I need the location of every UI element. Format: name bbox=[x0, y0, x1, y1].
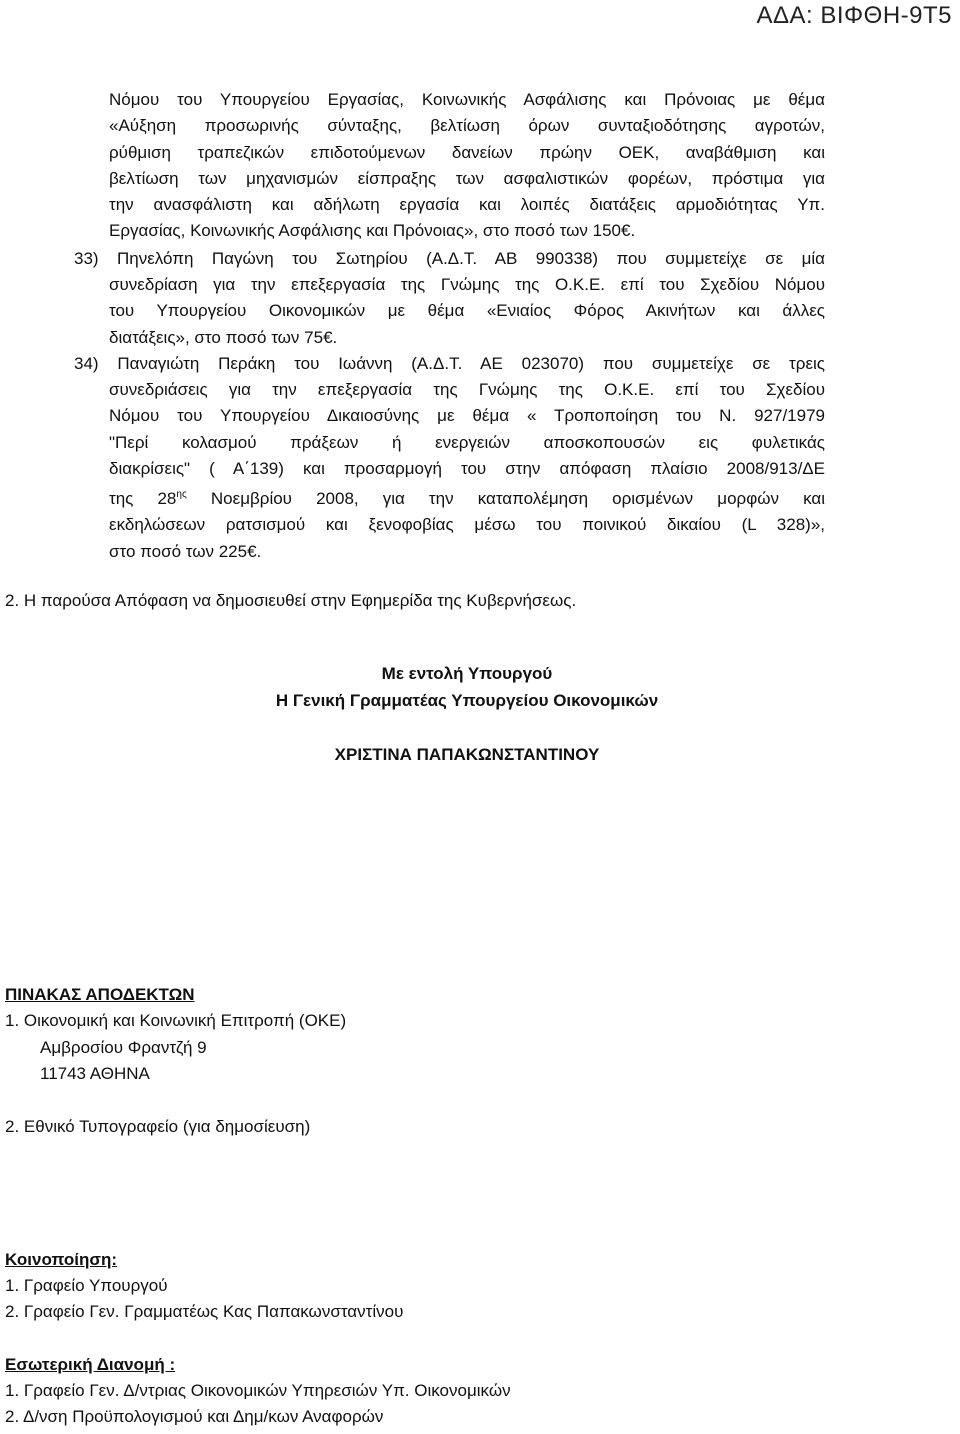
text-line: στο ποσό των 225€. bbox=[109, 541, 262, 561]
text-line: την ανασφάλιστη και αδήλωτη εργασία και λοιπές διατάξεις αρμοδιότητας Υπ. bbox=[109, 195, 825, 215]
item-33 bbox=[74, 246, 825, 272]
text-line: του Υπουργείου Οικονομικών με θέμα «Ενιαίος Φόρος Ακινήτων και άλλες bbox=[109, 301, 825, 321]
document-code: ΑΔΑ: ΒΙΦΘΗ-9Τ5 bbox=[756, 2, 952, 29]
text-line: "Περί κολασμού πράξεων ή ενεργειών αποσκοπουσών εις φυλετικάς bbox=[109, 432, 825, 452]
item-34-first-line: 34) Παναγιώτη Περάκη του Ιωάννη (Α.Δ.Τ. ΑΕ 023070) που συμμετείχε σε τρεις bbox=[74, 354, 825, 373]
recipient-address: Αμβροσίου Φραντζή 9 bbox=[40, 1038, 207, 1057]
item-continuation bbox=[109, 87, 825, 245]
signature-mandate: Με εντολή Υπουργού bbox=[381, 664, 553, 683]
item-34-body bbox=[109, 377, 825, 565]
recipient-address: 11743 ΑΘΗΝΑ bbox=[40, 1064, 150, 1083]
cc-item: 1. Γραφείο Υπουργού bbox=[5, 1276, 168, 1295]
signature-name: ΧΡΙΣΤΙΝΑ ΠΑΠΑΚΩΝΣΤΑΝΤΙΝΟΥ bbox=[334, 745, 600, 764]
signature-title: Η Γενική Γραμματέας Υπουργείου Οικονομικών bbox=[275, 691, 659, 710]
text-line: διατάξεις», στο ποσό των 75€. bbox=[109, 327, 338, 347]
text-line: «Αύξηση προσωρινής σύνταξης, βελτίωση όρων συνταξιοδότησης αγροτών, bbox=[109, 116, 825, 136]
recipient-item: 2. Εθνικό Τυπογραφείο (για δημοσίευση) bbox=[5, 1117, 311, 1136]
text-line: βελτίωση των μηχανισμών είσπραξης των ασφαλιστικών φορέων, πρόστιμα για bbox=[109, 168, 825, 188]
cc-item: 2. Γραφείο Γεν. Γραμματέως Κας Παπακωνσταντίνου bbox=[5, 1302, 404, 1321]
text-line: διακρίσεις" ( Α΄139) και προσαρμογή του στην απόφαση πλαίσιο 2008/913/ΔΕ bbox=[109, 458, 825, 478]
text-line: Εργασίας, Κοινωνικής Ασφάλισης και Πρόνοιας», στο ποσό των 150€. bbox=[109, 221, 636, 241]
text-fragment: Νοεμβρίου 2008, για την καταπολέμηση ορισμένων μορφών και bbox=[186, 489, 826, 509]
text-line bbox=[109, 482, 825, 512]
internal-distribution-title: Εσωτερική Διανομή : bbox=[5, 1355, 176, 1374]
internal-item: 2. Δ/νση Προϋπολογισμού και Δημ/κων Αναφορών bbox=[5, 1407, 384, 1426]
item-33-first-line: 33) Πηνελόπη Παγώνη του Σωτηρίου (Α.Δ.Τ. ΑΒ 990338) που συμμετείχε σε μία bbox=[74, 249, 825, 268]
text-line: Νόμου του Υπουργείου Δικαιοσύνης με θέμα « Τροποποίηση του Ν. 927/1979 bbox=[109, 406, 825, 426]
text-fragment: της 28 bbox=[109, 489, 177, 509]
recipients-title: ΠΙΝΑΚΑΣ ΑΠΟΔΕΚΤΩΝ bbox=[5, 985, 195, 1004]
ordinal-suffix: ης bbox=[176, 489, 187, 501]
cc-title: Κοινοποίηση: bbox=[5, 1250, 118, 1269]
text-line: εκδηλώσεων ρατσισμού και ξενοφοβίας μέσω του ποινικού δικαίου (L 328)», bbox=[109, 515, 825, 535]
item-33-body bbox=[109, 272, 825, 351]
point-2: 2. Η παρούσα Απόφαση να δημοσιευθεί στην Εφημερίδα της Κυβερνήσεως. bbox=[5, 591, 577, 610]
text-line: ρύθμιση τραπεζικών επιδοτούμενων δανείων πρώην ΟΕΚ, αναβάθμιση και bbox=[109, 142, 825, 162]
text-line: Νόμου του Υπουργείου Εργασίας, Κοινωνικής Ασφάλισης και Πρόνοιας με θέμα bbox=[109, 90, 825, 109]
recipient-item: 1. Οικονομική και Κοινωνική Επιτροπή (ΟΚΕ) bbox=[5, 1011, 347, 1030]
item-34 bbox=[74, 351, 825, 377]
text-line: συνεδριάσεις για την επεξεργασία της Γνώμης της Ο.Κ.Ε. επί του Σχεδίου bbox=[109, 380, 825, 399]
internal-item: 1. Γραφείο Γεν. Δ/ντριας Οικονομικών Υπηρεσιών Υπ. Οικονομικών bbox=[5, 1381, 511, 1400]
text-line: συνεδρίαση για την επεξεργασία της Γνώμης της Ο.Κ.Ε. επί του Σχεδίου Νόμου bbox=[109, 275, 825, 294]
